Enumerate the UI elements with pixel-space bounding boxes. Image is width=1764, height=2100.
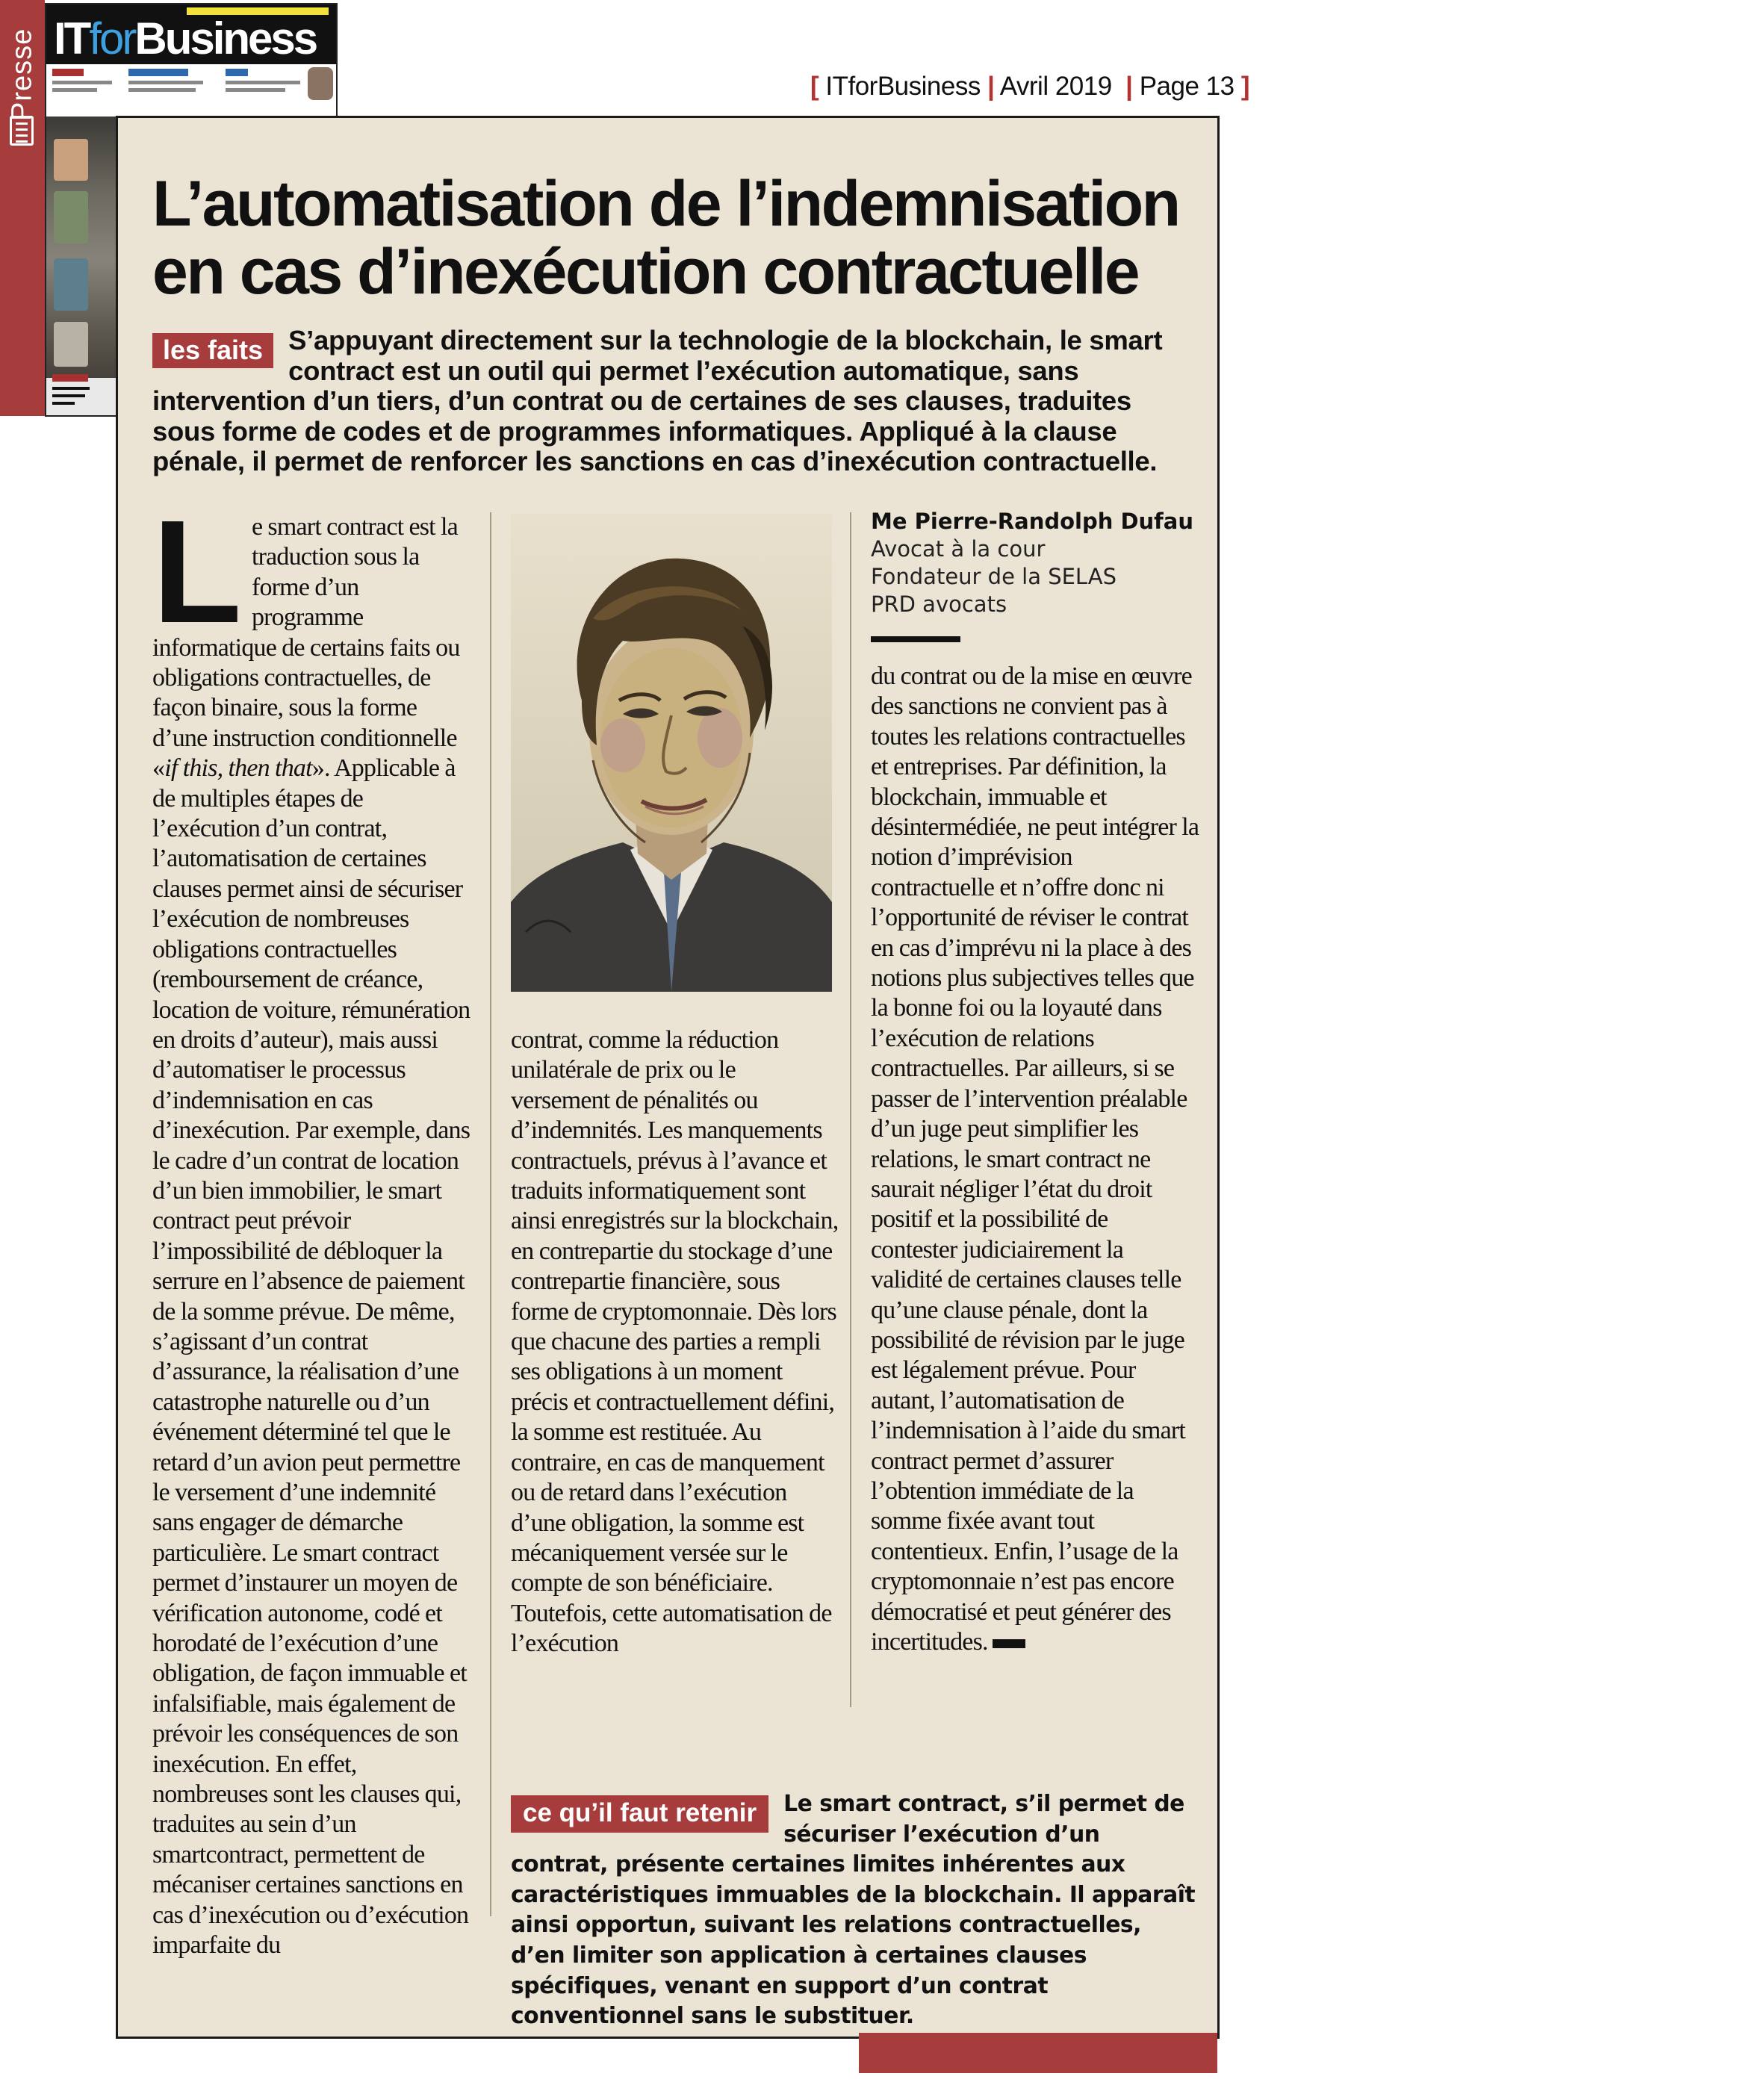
column-divider xyxy=(850,512,851,1707)
cover-tag xyxy=(52,374,88,382)
col1-italic: if this, then that xyxy=(164,754,312,783)
cover-line xyxy=(52,394,85,397)
cover-line xyxy=(52,81,112,84)
takeaway-text: Le smart contract, s’il permet de sécuriser l’exécution d’un contrat, présente certaines limites inhérentes aux caractéristiques immuables de la blockchain. Il apparaît ainsi opportun, suivant les relations contractuelles, d’en limiter son application à certaines clauses spécifiques, venant en support d’un contrat conventionnel sans le substituer. xyxy=(511,1791,1196,2030)
cover-photo-figure xyxy=(54,258,88,311)
publication-citation xyxy=(810,72,1249,111)
cover-line xyxy=(52,387,90,390)
intro-text: S’appuyant directement sur la technologie de la blockchain, le smart contract est un outil qui permet l’exécution automatique, sans intervention d’un tiers, d’un contrat ou de certaines de ses clauses, traduites sous forme de codes et de programmes informatiques. Appliqué à la clause pénale, il permet de renforcer les sanctions en cas d’inexécution contractuelle. xyxy=(152,325,1163,477)
cover-photo-figure xyxy=(54,191,88,243)
cover-tag xyxy=(52,69,84,76)
citation-separator: | xyxy=(1125,72,1133,101)
author-role: Fondateur de la SELAS xyxy=(871,564,1117,589)
logo-it: IT xyxy=(54,13,90,63)
article-panel xyxy=(116,116,1220,2039)
cover-line xyxy=(128,81,203,84)
column-divider xyxy=(490,512,491,1916)
cover-portrait-photo xyxy=(308,67,333,100)
col1-text-b: ». Applicable à de multiples étapes de l’exécution d’un contrat, l’automatisation de certaines clauses permet ainsi de sécuriser l’exécution de nombreuses obligations contractuelles (remboursement de créance, location de voiture, rémunération en droits d’auteur), mais aussi d’automatiser le processus d’indemnisation en cas d’inexécution. Par exemple, dans le cadre d’un contrat de location d’un bien immobilier, le smart contract peut prévoir l’impossibilité de débloquer la serrure en l’absence de paiement de la somme prévue. De même, s’agissant d’un contrat d’assurance, la réalisation d’une catastrophe naturelle ou d’un événement déterminé tel que le retard d’un avion peut permettre le versement d’une indemnité sans engager de démarche particulière. Le smart contract permet d’instaurer un moyen de vérification autonome, codé et horodaté de l’exécution d’une obligation, de façon immuable et infalsifiable, mais également de prévoir les conséquences de son inexécution. En effet, nombreuses sont les clauses qui, traduites au sein d’un smartcontract, permettent de mécaniser certaines sanctions en cas d’inexécution ou d’exécution imparfaite du xyxy=(152,754,470,1960)
author-block xyxy=(871,508,1199,618)
author-divider xyxy=(871,636,960,642)
citation-page: Page 13 xyxy=(1139,72,1235,101)
presse-label: Presse xyxy=(6,28,38,122)
author-role: Avocat à la cour xyxy=(871,536,1046,562)
author-portrait-illustration xyxy=(511,514,832,992)
citation-publication: ITforBusiness xyxy=(825,72,981,101)
headline xyxy=(152,170,1198,306)
logo-business: Business xyxy=(134,13,317,63)
body-column-2: contrat, comme la réduction unilatérale de prix ou le versement de pénalités ou d’indemnités. Les manquements contractuels, prévus à l’avance et traduits informatiquement sont ainsi enregistrés sur la blockchain, en contrepartie du stockage d’une contrepartie financière, sous forme de cryptomonnaie. Dès lors que chacune des parties a rempli ses obligations à un moment précis et contractuellement défini, la somme est restituée. Au contraire, en cas de manquement ou de retard dans l’exécution d’une obligation, la somme est mécaniquement versée sur le compte de son bénéficiaire. Toutefois, cette automatisation de l’exécution xyxy=(511,1026,839,1658)
citation-bracket: [ xyxy=(810,72,819,101)
les-faits-tag: les faits xyxy=(152,333,273,368)
end-of-article-mark xyxy=(993,1639,1025,1648)
cover-line xyxy=(226,88,285,92)
cover-masthead xyxy=(46,4,336,64)
cover-logo xyxy=(54,13,317,63)
takeaway-box xyxy=(511,1789,1202,2032)
intro-standfirst xyxy=(152,326,1198,477)
author-name: Me Pierre-Randolph Dufau xyxy=(871,509,1194,534)
cover-line xyxy=(52,88,97,92)
col1-text-a: e smart contract est la traduction sous la forme d’un programme informatique de certains faits ou obligations contractuelles, de façon binaire, sous la forme d’une instruction conditionnelle « xyxy=(152,513,460,783)
headline-line-1: L’automatisation de l’indemnisation xyxy=(152,168,1179,240)
cover-photo-figure xyxy=(54,322,88,367)
cover-line xyxy=(128,88,196,92)
cover-tag xyxy=(128,69,188,76)
author-role: PRD avocats xyxy=(871,591,1007,617)
body-column-1 xyxy=(152,490,473,1961)
takeaway-tag: ce qu’il faut retenir xyxy=(511,1795,768,1833)
citation-bracket: ] xyxy=(1240,72,1249,101)
portrait-sketch xyxy=(511,514,832,992)
cover-tag xyxy=(226,69,248,76)
cover-line xyxy=(226,81,300,84)
logo-for: for xyxy=(89,13,135,63)
citation-date: Avril 2019 xyxy=(999,72,1112,101)
cover-line xyxy=(52,402,75,405)
col3-text: du contrat ou de la mise en œuvre des sanctions ne convient pas à toutes les relations contractuelles et entreprises. Par définition, la blockchain, immuable et désintermédiée, ne peut intégrer la notion d’imprévision contractuelle et n’offre donc ni l’opportunité de réviser le contrat en cas d’imprévu ni la place à des notions plus subjectives telles que la bonne foi ou la loyauté dans l’exécution de relations contractuelles. Par ailleurs, si se passer de l’intervention préalable d’un juge peut simplifier les relations, le smart contract ne saurait négliger l’état du droit positif et la possibilité de contester judiciairement la validité de certaines clauses telle qu’une clause pénale, dont la possibilité de révision par le juge est légalement prévue. Pour autant, l’automatisation de l’indemnisation à l’aide du smart contract permet d’assurer l’obtention immédiate de la somme fixée avant tout contentieux. Enfin, l’usage de la cryptomonnaie n’est pas encore démocratisé et peut générer des incertitudes. xyxy=(871,662,1199,1656)
presse-sidebar xyxy=(0,0,45,416)
citation-separator: | xyxy=(987,72,995,101)
bottom-red-band xyxy=(859,2033,1217,2073)
cover-teaser-strip xyxy=(46,64,336,117)
headline-line-2: en cas d’inexécution contractuelle xyxy=(152,236,1139,308)
newspaper-icon xyxy=(10,116,34,146)
cover-photo-figure xyxy=(54,139,88,181)
body-column-3 xyxy=(871,662,1199,1657)
drop-cap: L xyxy=(152,490,241,653)
